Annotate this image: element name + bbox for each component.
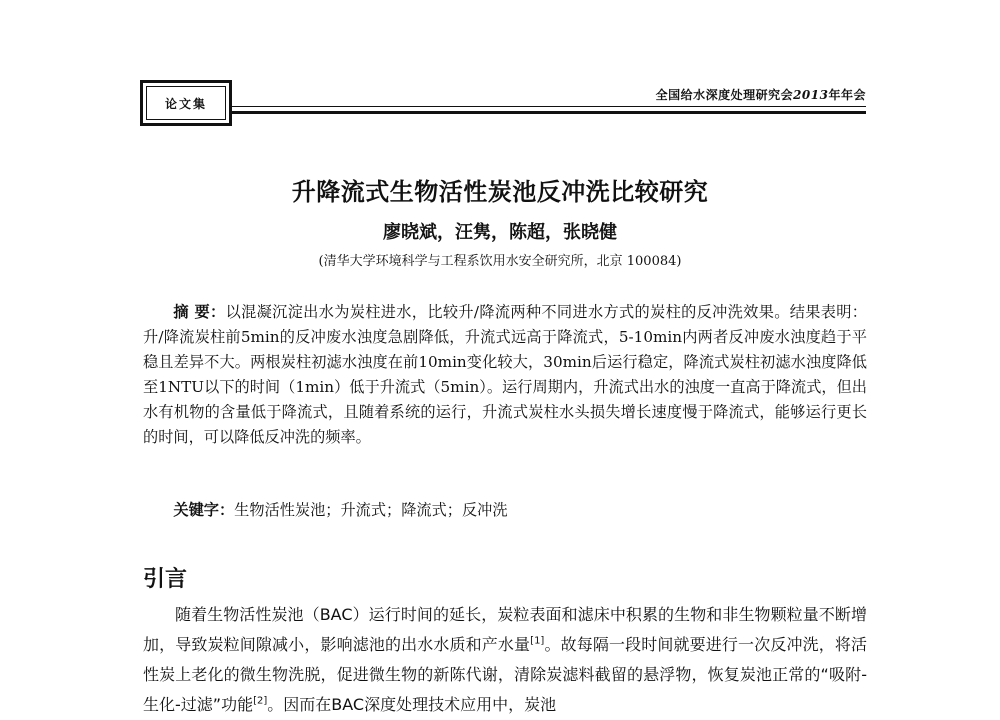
intro-text-part3: 。因而在BAC深度处理技术应用中，炭池: [267, 695, 557, 714]
abstract-label: 摘 要：: [173, 303, 226, 321]
keywords-label: 关键字：: [173, 501, 235, 519]
section-tag-box: [140, 80, 232, 126]
conference-suffix: 年年会: [828, 88, 866, 102]
abstract: [143, 300, 867, 450]
page-header: [140, 80, 866, 128]
conference-year: 2013: [793, 88, 829, 102]
conference-title: [656, 86, 866, 103]
conference-name: 全国给水深度处理研究会: [655, 88, 794, 102]
citation-ref-2: [2]: [253, 695, 268, 707]
abstract-text: 以混凝沉淀出水为炭柱进水，比较升/降流两种不同进水方式的炭柱的反冲洗效果。结果表明：升/降流炭柱前5min的反冲废水浊度急剧降低，升流式远高于降流式，5-10min内两者反冲废水浊度趋于平稳且差异不大。两根炭柱初滤水浊度在前10min变化较大，30min后运行稳定，降流式炭柱初滤水浊度降低至1NTU以下的时间（1min）低于升流式（5min）。运行周期内，升流式出水的浊度一直高于降流式，但出水有机物的含量低于降流式，且随着系统的运行，升流式炭柱水头损失增长速度慢于降流式，能够运行更长的时间，可以降低反冲洗的频率。: [143, 303, 867, 446]
intro-text-part2: 。故每隔一段时间就要进行一次反冲洗，将活性炭上老化的微生物洗脱，促进微生物的新陈代谢，清除炭滤料截留的悬浮物，恢复炭池正常的“吸附-生化-过滤”功能: [143, 635, 867, 714]
intro-text-part1: 随着生物活性炭池（BAC）运行时间的延长，炭粒表面和滤床中积累的生物和非生物颗粒量不断增加，导致炭粒间隙减小，影响滤池的出水水质和产水量: [143, 605, 867, 654]
section-tag: 论文集: [146, 86, 226, 120]
citation-ref-1: [1]: [530, 635, 545, 647]
introduction-paragraph: [143, 600, 867, 720]
paper-authors: 廖晓斌，汪隽，陈超，张晓健: [383, 222, 617, 243]
keywords: [143, 498, 867, 523]
paper-title: 升降流式生物活性炭池反冲洗比较研究: [291, 178, 709, 206]
paper-affiliation: (清华大学环境科学与工程系饮用水安全研究所，北京 100084): [318, 254, 682, 269]
introduction-heading: 引言: [143, 567, 188, 592]
header-rule-thin: [232, 106, 866, 107]
keywords-text: 生物活性炭池；升流式；降流式；反冲洗: [234, 501, 508, 519]
header-rule-thick: [232, 111, 866, 114]
